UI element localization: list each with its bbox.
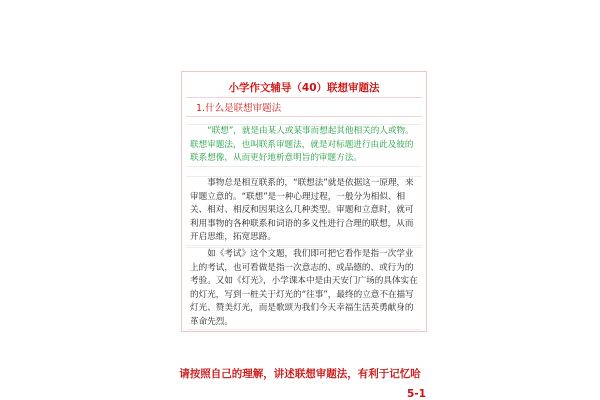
footer-instruction: 请按照自己的理解，讲述联想审题法，有利于记忆哈 xyxy=(179,368,421,380)
example-paragraph: 如《考试》这个文题，我们即可把它看作是指一次学业上的考试，也可看做是指一次意志的、或品德的、或行为的考验。又如《灯光》，小学课本中是由天安门广场的具体实在的灯光，写到一桩关于灯光的“往事”，最终的立意不在描写灯光、赞美灯光，而是歌颂为我们今天幸福生活英勇献身的革命先烈。 xyxy=(190,249,418,327)
section-heading: 1.什么是联想审题法 xyxy=(196,103,282,114)
definition-paragraph: “联想”，就是由某人或某事而想起其他相关的人或物。联想审题法，也叫联系审题法，就是对标题进行由此及彼的联系想像，从而更好地析意明旨的审题方法。 xyxy=(190,126,414,163)
page-number: 5-1 xyxy=(407,388,426,400)
section-heading-row xyxy=(186,97,422,117)
example-box xyxy=(186,247,422,330)
document-panel xyxy=(181,71,427,332)
explanation-box xyxy=(186,176,422,246)
definition-box xyxy=(186,124,422,167)
document-title: 小学作文辅导（40）联想审题法 xyxy=(228,82,380,94)
explanation-paragraph: 事物总是相互联系的，“联想法”就是依据这一原理，来审题立意的。“联想”是一种心理过程，一般分为相似、相关、相对、相反和因果这么几种类型。审题和立意时，就可利用事物的各种联系和词语的多义性进行合理的联想，从而开启思维，拓宽思路。 xyxy=(190,178,414,242)
